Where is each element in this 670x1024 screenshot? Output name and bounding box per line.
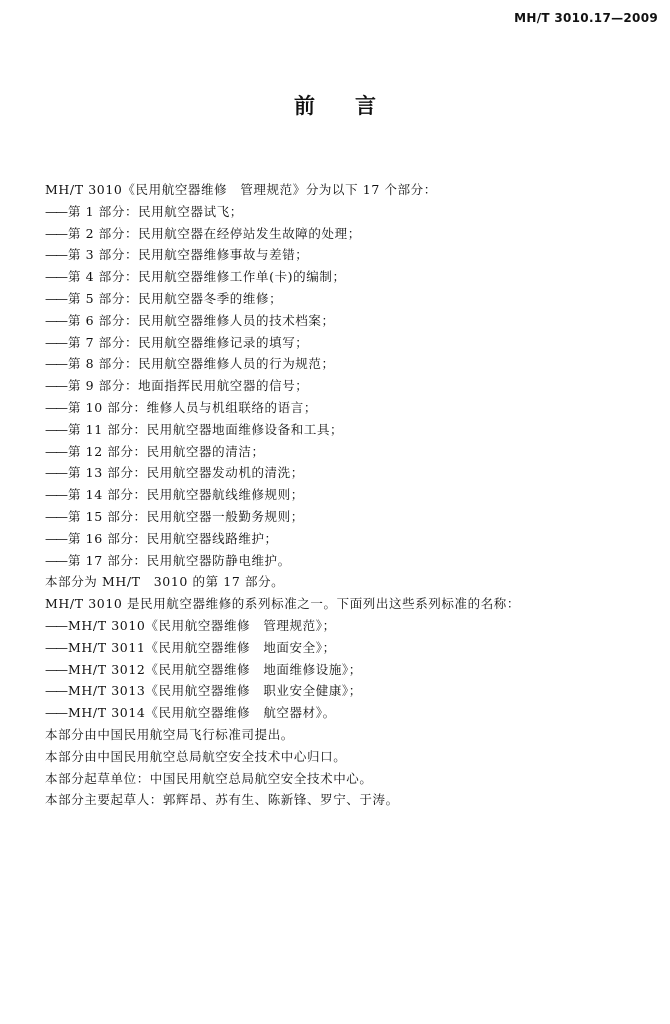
list-item-text: 第 8 部分：民用航空器维修人员的行为规范； (68, 356, 335, 372)
list-dash: —— (45, 617, 66, 633)
series-item-text: MH/T 3011《民用航空器维修 地面安全》； (68, 639, 336, 655)
series-item (45, 659, 645, 681)
list-dash: —— (45, 552, 66, 568)
list-item-text: 第 1 部分：民用航空器试飞； (68, 203, 243, 219)
list-item (45, 332, 645, 354)
list-dash: —— (45, 356, 66, 372)
list-item-text: 第 15 部分：民用航空器一般勤务规则； (68, 508, 304, 524)
list-item (45, 441, 645, 463)
list-item-text: 第 5 部分：民用航空器冬季的维修； (68, 290, 283, 306)
foreword-body (45, 179, 645, 811)
list-item (45, 310, 645, 332)
series-item-text: MH/T 3013《民用航空器维修 职业安全健康》； (68, 683, 362, 699)
list-dash: —— (45, 443, 66, 459)
list-item-text: 第 16 部分：民用航空器线路维护； (68, 530, 278, 546)
list-dash: —— (45, 487, 66, 503)
series-item-text: MH/T 3012《民用航空器维修 地面维修设施》； (68, 661, 362, 677)
series-item-text: MH/T 3014《民用航空器维修 航空器材》。 (68, 705, 336, 721)
series-intro-paragraph: MH/T 3010 是民用航空器维修的系列标准之一。下面列出这些系列标准的名称： (45, 596, 521, 612)
list-item-text: 第 3 部分：民用航空器维修事故与差错； (68, 247, 309, 263)
list-dash: —— (45, 508, 66, 524)
list-item (45, 419, 645, 441)
list-dash: —— (45, 247, 66, 263)
list-item (45, 266, 645, 288)
list-item (45, 528, 645, 550)
list-item-text: 第 9 部分：地面指挥民用航空器的信号； (68, 378, 309, 394)
list-dash: —— (45, 465, 66, 481)
list-item-text: 第 10 部分：维修人员与机组联络的语言； (68, 399, 317, 415)
list-dash: —— (45, 399, 66, 415)
list-dash: —— (45, 225, 66, 241)
list-item (45, 397, 645, 419)
list-item (45, 550, 645, 572)
list-item-text: 第 4 部分：民用航空器维修工作单(卡)的编制； (68, 269, 346, 285)
list-item-text: 第 12 部分：民用航空器的清洁； (68, 443, 265, 459)
list-dash: —— (45, 661, 66, 677)
list-item (45, 223, 645, 245)
list-item-text: 第 2 部分：民用航空器在经停站发生故障的处理； (68, 225, 361, 241)
list-dash: —— (45, 334, 66, 350)
list-item-text: 第 14 部分：民用航空器航线维修规则； (68, 487, 304, 503)
list-dash: —— (45, 269, 66, 285)
series-item (45, 702, 645, 724)
series-item-text: MH/T 3010《民用航空器维修 管理规范》； (68, 617, 336, 633)
list-dash: —— (45, 705, 66, 721)
series-item (45, 680, 645, 702)
list-dash: —— (45, 683, 66, 699)
list-item (45, 375, 645, 397)
list-item-text: 第 17 部分：民用航空器防静电维护。 (68, 552, 291, 568)
series-item (45, 615, 645, 637)
list-item (45, 288, 645, 310)
list-dash: —— (45, 312, 66, 328)
list-dash: —— (45, 639, 66, 655)
list-dash: —— (45, 378, 66, 394)
proposed-by-paragraph: 本部分由中国民用航空局飞行标准司提出。 (45, 726, 294, 742)
list-item-text: 第 13 部分：民用航空器发动机的清洗； (68, 465, 304, 481)
list-dash: —— (45, 530, 66, 546)
list-item (45, 201, 645, 223)
page-title: 前言 (294, 94, 416, 118)
this-part-paragraph: 本部分为 MH/T 3010 的第 17 部分。 (45, 574, 285, 590)
list-item-text: 第 7 部分：民用航空器维修记录的填写； (68, 334, 309, 350)
list-item (45, 462, 645, 484)
list-item-text: 第 6 部分：民用航空器维修人员的技术档案； (68, 312, 335, 328)
list-item (45, 506, 645, 528)
list-item (45, 484, 645, 506)
list-item (45, 244, 645, 266)
list-dash: —— (45, 203, 66, 219)
drafting-unit-paragraph: 本部分起草单位：中国民用航空总局航空安全技术中心。 (45, 770, 373, 786)
list-item (45, 353, 645, 375)
managed-by-paragraph: 本部分由中国民用航空总局航空安全技术中心归口。 (45, 748, 347, 764)
drafters-paragraph: 本部分主要起草人：郭辉昂、苏有生、陈新锋、罗宁、于涛。 (45, 792, 399, 808)
list-dash: —— (45, 290, 66, 306)
list-dash: —— (45, 421, 66, 437)
list-item-text: 第 11 部分：民用航空器地面维修设备和工具； (68, 421, 344, 437)
intro-paragraph: MH/T 3010《民用航空器维修 管理规范》分为以下 17 个部分： (45, 182, 437, 197)
series-item (45, 637, 645, 659)
standard-number: MH/T 3010.17—2009 (514, 11, 658, 25)
